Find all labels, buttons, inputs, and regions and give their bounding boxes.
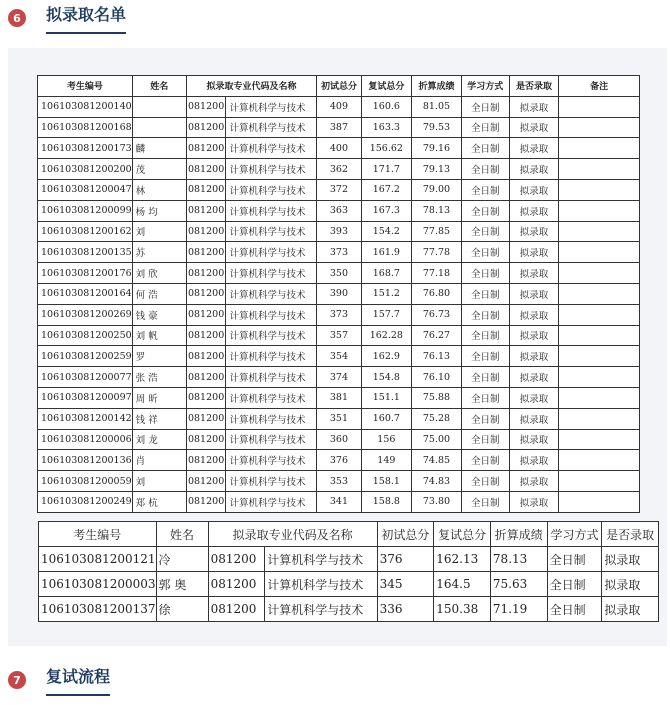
col-header: 初试总分 [377,522,434,547]
table-cell: 计算机科学与技术 [226,221,317,242]
table-cell: 全日制 [461,138,509,159]
table-cell: 353 [317,471,361,492]
table-cell [559,221,640,242]
table-cell: 168.7 [361,263,412,284]
table-row [38,429,640,450]
table-cell: 081200 [186,263,226,284]
table-cell: 106103081200121 [39,547,157,572]
table-row [38,263,640,284]
table-row [38,242,640,263]
table-cell: 157.7 [361,304,412,325]
table-cell: 106103081200077 [38,367,133,388]
table-cell: 刘 欣 [132,263,186,284]
table-cell: 376 [317,450,361,471]
table-cell: 081200 [186,387,226,408]
table-cell: 81.05 [412,96,462,117]
table-cell [559,283,640,304]
table-row [38,367,640,388]
table-cell [559,491,640,512]
table-row [38,96,640,117]
table-cell: 77.85 [412,221,462,242]
table-cell: 拟录取 [509,138,559,159]
table-cell: 162.28 [361,325,412,346]
table-cell: 拟录取 [509,346,559,367]
table-cell [132,117,186,138]
table-cell: 393 [317,221,361,242]
col-header: 考生编号 [38,76,133,97]
table-cell: 106103081200140 [38,96,133,117]
table-cell: 362 [317,159,361,180]
table-cell: 106103081200136 [38,450,133,471]
table-cell: 409 [317,96,361,117]
section-7-header [0,666,670,700]
table-cell: 106103081200162 [38,221,133,242]
table-cell: 全日制 [461,408,509,429]
table-row [38,408,640,429]
table-cell [559,179,640,200]
table-cell: 郭 奥 [156,572,208,597]
table-cell: 刘 [132,471,186,492]
table-cell: 341 [317,491,361,512]
table-cell: 拟录取 [509,263,559,284]
table-cell: 151.1 [361,387,412,408]
col-header: 是否录取 [602,522,659,547]
table-cell: 081200 [208,597,265,622]
table-cell: 拟录取 [509,450,559,471]
table-cell: 106103081200168 [38,117,133,138]
col-header: 备注 [559,76,640,97]
table-cell: 拟录取 [509,96,559,117]
table-cell: 茂 [132,159,186,180]
table-cell: 150.38 [434,597,491,622]
table-cell: 081200 [186,450,226,471]
table-row [38,471,640,492]
table-cell: 360 [317,429,361,450]
table-cell: 全日制 [461,450,509,471]
table-cell: 74.85 [412,450,462,471]
table-cell: 158.1 [361,471,412,492]
table-cell: 拟录取 [509,387,559,408]
table-cell: 162.13 [434,547,491,572]
table-cell: 167.3 [361,200,412,221]
table-cell: 106103081200259 [38,346,133,367]
table-cell: 计算机科学与技术 [265,547,377,572]
table-cell: 计算机科学与技术 [226,283,317,304]
table-cell: 麟 [132,138,186,159]
table-cell: 全日制 [461,471,509,492]
table-cell [559,242,640,263]
table-cell: 76.27 [412,325,462,346]
table-cell: 154.8 [361,367,412,388]
table-cell: 373 [317,304,361,325]
table-cell: 计算机科学与技术 [226,367,317,388]
table-cell: 全日制 [461,346,509,367]
table-cell: 拟录取 [509,221,559,242]
table-header-row [39,522,659,547]
table-cell [559,263,640,284]
table-cell: 106103081200059 [38,471,133,492]
table-cell: 拟录取 [509,325,559,346]
table-cell: 357 [317,325,361,346]
table-cell: 081200 [186,325,226,346]
table-cell: 387 [317,117,361,138]
table-cell: 全日制 [461,159,509,180]
table-cell: 全日制 [547,597,602,622]
table-cell: 计算机科学与技术 [226,408,317,429]
table-cell: 78.13 [412,200,462,221]
table-cell [559,387,640,408]
table-cell: 全日制 [461,387,509,408]
table-cell: 计算机科学与技术 [226,200,317,221]
table-cell: 拟录取 [509,283,559,304]
table-cell: 张 浩 [132,367,186,388]
table-cell [559,138,640,159]
table-cell: 106103081200249 [38,491,133,512]
table-cell: 计算机科学与技术 [265,572,377,597]
table-cell: 计算机科学与技术 [226,138,317,159]
admission-list-image [8,48,667,646]
table-cell [132,96,186,117]
table-row [38,450,640,471]
table-cell: 162.9 [361,346,412,367]
table-cell: 350 [317,263,361,284]
table-cell: 106103081200176 [38,263,133,284]
table-row [38,387,640,408]
table-cell: 081200 [186,429,226,450]
table-cell [559,200,640,221]
table-cell: 拟录取 [509,242,559,263]
table-cell: 全日制 [461,179,509,200]
table-cell: 151.2 [361,283,412,304]
table-cell: 全日制 [461,242,509,263]
col-header: 初试总分 [317,76,361,97]
table-cell: 钱 豪 [132,304,186,325]
col-header: 折算成绩 [490,522,547,547]
table-cell: 081200 [186,96,226,117]
table-cell: 167.2 [361,179,412,200]
table-cell: 164.5 [434,572,491,597]
table-cell: 拟录取 [509,304,559,325]
table-cell: 081200 [186,283,226,304]
table-row [38,117,640,138]
table-row [38,138,640,159]
section-title: 拟录取名单 [46,4,126,34]
table-cell: 081200 [186,408,226,429]
table-cell: 76.13 [412,346,462,367]
table-cell: 全日制 [461,221,509,242]
table-cell: 154.2 [361,221,412,242]
table-cell: 163.3 [361,117,412,138]
table-cell: 拟录取 [602,547,659,572]
table-cell: 106103081200250 [38,325,133,346]
table-cell: 何 浩 [132,283,186,304]
table-cell: 71.19 [490,597,547,622]
table-cell: 拟录取 [509,429,559,450]
table-cell: 158.8 [361,491,412,512]
table-cell: 计算机科学与技术 [226,117,317,138]
table-cell: 160.7 [361,408,412,429]
table-cell: 郑 杭 [132,491,186,512]
table-cell: 081200 [186,346,226,367]
table-cell: 374 [317,367,361,388]
table-cell: 计算机科学与技术 [226,96,317,117]
table-cell: 081200 [186,304,226,325]
table-cell: 106103081200135 [38,242,133,263]
table-cell: 79.53 [412,117,462,138]
table-cell: 计算机科学与技术 [226,179,317,200]
col-header: 姓名 [156,522,208,547]
table-cell: 373 [317,242,361,263]
table-cell: 罗 [132,346,186,367]
table-cell: 全日制 [461,263,509,284]
table-cell: 计算机科学与技术 [226,325,317,346]
table-row [38,179,640,200]
table-cell: 拟录取 [509,179,559,200]
table-cell: 160.6 [361,96,412,117]
table-cell [559,429,640,450]
table-row [38,325,640,346]
table-cell [559,471,640,492]
table-row [38,491,640,512]
table-cell: 171.7 [361,159,412,180]
table-row [38,221,640,242]
table-cell: 345 [377,572,434,597]
table-cell: 156.62 [361,138,412,159]
section-number-badge: 7 [8,671,26,689]
table-cell: 钱 祥 [132,408,186,429]
table-cell: 79.13 [412,159,462,180]
table-cell: 106103081200269 [38,304,133,325]
col-header: 姓名 [132,76,186,97]
table-cell: 106103081200003 [39,572,157,597]
admission-table-supplement [38,521,659,622]
table-cell: 106103081200173 [38,138,133,159]
table-cell: 081200 [186,367,226,388]
table-cell: 全日制 [461,283,509,304]
table-cell: 拟录取 [602,597,659,622]
table-cell: 拟录取 [509,471,559,492]
table-cell: 081200 [186,200,226,221]
table-cell: 全日制 [461,117,509,138]
table-cell: 拟录取 [509,200,559,221]
table-cell: 106103081200137 [39,597,157,622]
table-cell: 106103081200142 [38,408,133,429]
table-cell: 75.28 [412,408,462,429]
table-cell: 081200 [208,547,265,572]
table-cell: 刘 龙 [132,429,186,450]
table-cell: 拟录取 [509,491,559,512]
admission-table-main [37,75,640,513]
table-cell: 354 [317,346,361,367]
table-cell: 计算机科学与技术 [226,346,317,367]
table-cell: 徐 [156,597,208,622]
table-cell: 拟录取 [509,159,559,180]
table-cell [559,346,640,367]
table-cell: 081200 [186,159,226,180]
table-cell: 林 [132,179,186,200]
table-cell: 081200 [186,491,226,512]
col-header: 复试总分 [434,522,491,547]
table-cell: 全日制 [461,200,509,221]
table-row [39,597,659,622]
table-row [38,346,640,367]
table-cell: 75.63 [490,572,547,597]
table-cell [559,408,640,429]
table-cell: 拟录取 [602,572,659,597]
table-header-row [38,76,640,97]
table-cell: 78.13 [490,547,547,572]
table-cell: 106103081200006 [38,429,133,450]
table-cell: 计算机科学与技术 [226,450,317,471]
col-header: 拟录取专业代码及名称 [208,522,377,547]
table-cell: 74.83 [412,471,462,492]
table-cell: 081200 [186,242,226,263]
table-cell [559,159,640,180]
table-cell: 376 [377,547,434,572]
table-cell: 400 [317,138,361,159]
table-cell: 73.80 [412,491,462,512]
table-cell: 拟录取 [509,408,559,429]
table-cell: 刘 [132,221,186,242]
table-cell: 081200 [186,179,226,200]
table-cell: 全日制 [461,491,509,512]
table-cell [559,304,640,325]
table-row [38,283,640,304]
section-number-badge: 6 [8,9,26,27]
table-cell: 杨 均 [132,200,186,221]
table-cell: 149 [361,450,412,471]
table-cell: 全日制 [461,367,509,388]
table-cell: 75.00 [412,429,462,450]
table-row [38,304,640,325]
table-cell: 351 [317,408,361,429]
table-cell: 周 昕 [132,387,186,408]
table-cell: 081200 [186,221,226,242]
table-cell: 计算机科学与技术 [226,471,317,492]
section-title: 复试流程 [46,666,110,696]
table-cell: 全日制 [547,572,602,597]
table-cell: 081200 [208,572,265,597]
table-cell: 106103081200200 [38,159,133,180]
table-cell [559,450,640,471]
table-cell: 全日制 [461,325,509,346]
table-cell: 拟录取 [509,367,559,388]
table-cell: 全日制 [461,429,509,450]
section-6-header [0,4,670,38]
table-cell: 081200 [186,138,226,159]
table-cell [559,325,640,346]
table-cell: 76.80 [412,283,462,304]
table-cell: 计算机科学与技术 [226,387,317,408]
table-row [39,547,659,572]
col-header: 折算成绩 [412,76,462,97]
table-cell: 冷 [156,547,208,572]
table-cell: 计算机科学与技术 [226,304,317,325]
table-cell: 390 [317,283,361,304]
table-cell: 计算机科学与技术 [226,263,317,284]
table-cell: 计算机科学与技术 [226,159,317,180]
table-cell: 156 [361,429,412,450]
table-cell: 081200 [186,471,226,492]
table-cell: 081200 [186,117,226,138]
table-cell: 106103081200099 [38,200,133,221]
table-cell [559,96,640,117]
table-cell: 拟录取 [509,117,559,138]
table-row [39,572,659,597]
col-header: 考生编号 [39,522,157,547]
table-cell: 计算机科学与技术 [226,242,317,263]
table-cell: 刘 帆 [132,325,186,346]
table-cell: 76.10 [412,367,462,388]
table-cell: 计算机科学与技术 [226,429,317,450]
table-cell: 372 [317,179,361,200]
table-cell: 77.78 [412,242,462,263]
table-cell [559,367,640,388]
table-cell: 苏 [132,242,186,263]
table-cell: 全日制 [461,96,509,117]
col-header: 是否录取 [509,76,559,97]
table-cell: 计算机科学与技术 [226,491,317,512]
table-cell: 106103081200164 [38,283,133,304]
col-header: 复试总分 [361,76,412,97]
table-cell: 336 [377,597,434,622]
table-cell: 381 [317,387,361,408]
table-cell: 肖 [132,450,186,471]
table-cell: 全日制 [547,547,602,572]
table-cell: 363 [317,200,361,221]
table-cell: 75.88 [412,387,462,408]
table-cell: 161.9 [361,242,412,263]
col-header: 拟录取专业代码及名称 [186,76,317,97]
table-cell: 106103081200097 [38,387,133,408]
table-cell: 76.73 [412,304,462,325]
table-cell [559,117,640,138]
table-cell: 77.18 [412,263,462,284]
table-cell: 79.00 [412,179,462,200]
table-cell: 79.16 [412,138,462,159]
table-cell: 计算机科学与技术 [265,597,377,622]
col-header: 学习方式 [461,76,509,97]
col-header: 学习方式 [547,522,602,547]
table-cell: 106103081200047 [38,179,133,200]
table-row [38,159,640,180]
table-cell: 全日制 [461,304,509,325]
table-row [38,200,640,221]
